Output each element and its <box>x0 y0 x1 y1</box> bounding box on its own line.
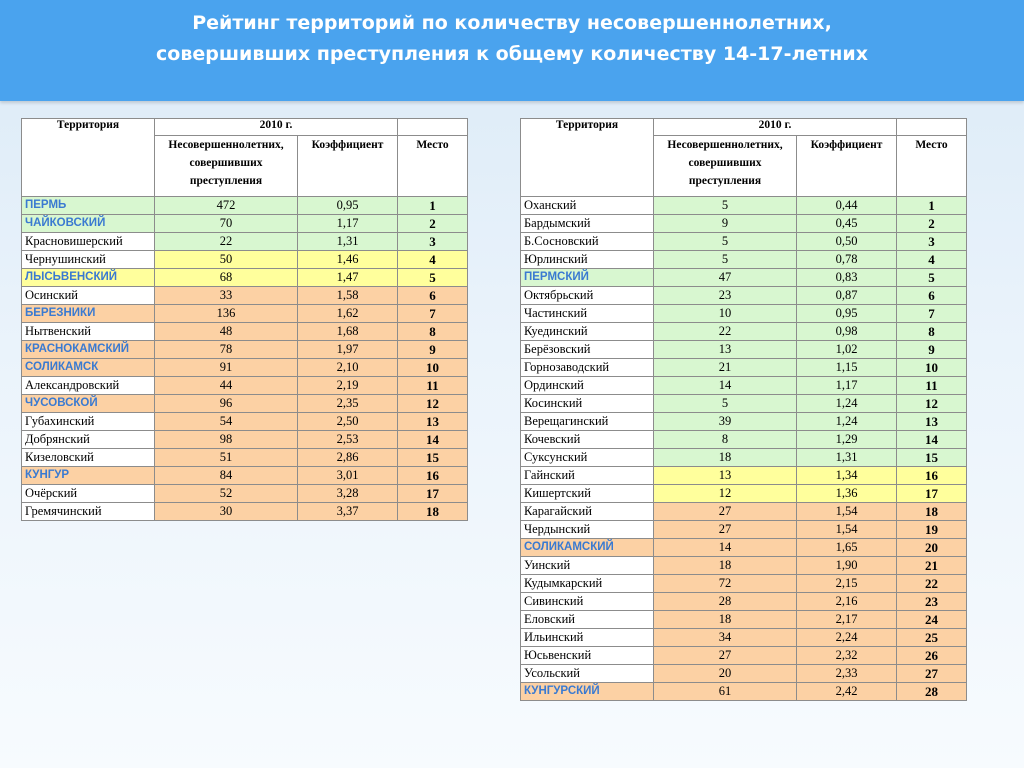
offender-count: 50 <box>155 251 298 269</box>
territory-name: Губахинский <box>22 413 155 431</box>
coefficient: 1,54 <box>797 521 897 539</box>
rank-place: 14 <box>398 431 468 449</box>
table-row <box>22 323 468 341</box>
header-territory: Территория <box>22 119 155 197</box>
offender-count: 84 <box>155 467 298 485</box>
table-row <box>521 431 967 449</box>
coefficient: 1,65 <box>797 539 897 557</box>
offender-count: 12 <box>654 485 797 503</box>
slide-title-line1: Рейтинг территорий по количеству несовершеннолетних, <box>192 12 832 34</box>
rank-place: 23 <box>897 593 967 611</box>
coefficient: 1,02 <box>797 341 897 359</box>
territory-name: ПЕРМЬ <box>22 197 155 215</box>
offender-count: 22 <box>654 323 797 341</box>
territory-name: Верещагинский <box>521 413 654 431</box>
header-count: Несовершеннолетних, совершивших преступления <box>155 136 298 197</box>
table-row <box>521 197 967 215</box>
rank-place: 4 <box>897 251 967 269</box>
coefficient: 1,34 <box>797 467 897 485</box>
rank-place: 16 <box>897 467 967 485</box>
coefficient: 1,24 <box>797 395 897 413</box>
rank-place: 17 <box>398 485 468 503</box>
territory-name: Сивинский <box>521 593 654 611</box>
rank-place: 9 <box>897 341 967 359</box>
territory-name: Александровский <box>22 377 155 395</box>
table-row <box>22 449 468 467</box>
table-row <box>521 251 967 269</box>
header-coef: Коэффициент <box>797 136 897 197</box>
table-row <box>22 485 468 503</box>
coefficient: 3,01 <box>298 467 398 485</box>
rank-place: 8 <box>398 323 468 341</box>
offender-count: 54 <box>155 413 298 431</box>
territory-name: Чердынский <box>521 521 654 539</box>
table-row <box>22 377 468 395</box>
territory-name: Берёзовский <box>521 341 654 359</box>
rank-place: 17 <box>897 485 967 503</box>
rank-place: 5 <box>398 269 468 287</box>
rank-place: 20 <box>897 539 967 557</box>
table-row <box>521 647 967 665</box>
table-row <box>521 215 967 233</box>
territory-name: Косинский <box>521 395 654 413</box>
coefficient: 0,78 <box>797 251 897 269</box>
table-row <box>22 413 468 431</box>
coefficient: 1,17 <box>797 377 897 395</box>
coefficient: 3,37 <box>298 503 398 521</box>
territory-name: Красновишерский <box>22 233 155 251</box>
ranking-table-right-body <box>521 197 967 701</box>
table-row <box>521 629 967 647</box>
territory-name: Суксунский <box>521 449 654 467</box>
coefficient: 2,32 <box>797 647 897 665</box>
table-row <box>22 269 468 287</box>
offender-count: 13 <box>654 341 797 359</box>
rank-place: 7 <box>398 305 468 323</box>
rank-place: 14 <box>897 431 967 449</box>
header-year: 2010 г. <box>155 119 398 136</box>
header-year: 2010 г. <box>654 119 897 136</box>
offender-count: 39 <box>654 413 797 431</box>
coefficient: 2,16 <box>797 593 897 611</box>
coefficient: 2,19 <box>298 377 398 395</box>
offender-count: 48 <box>155 323 298 341</box>
table-row <box>521 395 967 413</box>
territory-name: Кочевский <box>521 431 654 449</box>
territory-name: Усольский <box>521 665 654 683</box>
slide-title-line2: совершивших преступления к общему количеству 14-17-летних <box>156 43 868 65</box>
table-row <box>521 665 967 683</box>
rank-place: 13 <box>897 413 967 431</box>
rank-place: 10 <box>897 359 967 377</box>
rank-place: 16 <box>398 467 468 485</box>
offender-count: 30 <box>155 503 298 521</box>
header-territory: Территория <box>521 119 654 197</box>
offender-count: 47 <box>654 269 797 287</box>
ranking-table-left-body <box>22 197 468 521</box>
territory-name: СОЛИКАМСК <box>22 359 155 377</box>
rank-place: 6 <box>897 287 967 305</box>
coefficient: 1,54 <box>797 503 897 521</box>
table-row <box>22 359 468 377</box>
slide-title <box>0 8 1024 70</box>
territory-name: КУНГУРСКИЙ <box>521 683 654 701</box>
coefficient: 0,83 <box>797 269 897 287</box>
header-place: Место <box>897 136 967 197</box>
rank-place: 6 <box>398 287 468 305</box>
rank-place: 15 <box>897 449 967 467</box>
rank-place: 27 <box>897 665 967 683</box>
territory-name: Еловский <box>521 611 654 629</box>
rank-place: 25 <box>897 629 967 647</box>
table-row <box>521 323 967 341</box>
offender-count: 28 <box>654 593 797 611</box>
table-row <box>521 305 967 323</box>
table-row <box>521 413 967 431</box>
territory-name: Карагайский <box>521 503 654 521</box>
offender-count: 78 <box>155 341 298 359</box>
rank-place: 18 <box>398 503 468 521</box>
table-row <box>22 215 468 233</box>
table-row <box>22 341 468 359</box>
offender-count: 91 <box>155 359 298 377</box>
coefficient: 1,46 <box>298 251 398 269</box>
territory-name: Добрянский <box>22 431 155 449</box>
header-place: Место <box>398 136 468 197</box>
table-row <box>521 611 967 629</box>
table-row <box>521 539 967 557</box>
offender-count: 22 <box>155 233 298 251</box>
table-row <box>22 395 468 413</box>
table-row <box>22 233 468 251</box>
coefficient: 1,31 <box>298 233 398 251</box>
offender-count: 20 <box>654 665 797 683</box>
territory-name: КУНГУР <box>22 467 155 485</box>
table-row <box>521 377 967 395</box>
territory-name: Кизеловский <box>22 449 155 467</box>
coefficient: 2,24 <box>797 629 897 647</box>
territory-name: КРАСНОКАМСКИЙ <box>22 341 155 359</box>
coefficient: 0,45 <box>797 215 897 233</box>
coefficient: 2,86 <box>298 449 398 467</box>
rank-place: 3 <box>897 233 967 251</box>
coefficient: 1,90 <box>797 557 897 575</box>
table-row <box>521 467 967 485</box>
offender-count: 21 <box>654 359 797 377</box>
rank-place: 1 <box>897 197 967 215</box>
coefficient: 0,98 <box>797 323 897 341</box>
territory-name: Куединский <box>521 323 654 341</box>
offender-count: 23 <box>654 287 797 305</box>
coefficient: 1,36 <box>797 485 897 503</box>
territory-name: Нытвенский <box>22 323 155 341</box>
offender-count: 14 <box>654 377 797 395</box>
coefficient: 1,24 <box>797 413 897 431</box>
coefficient: 1,62 <box>298 305 398 323</box>
rank-place: 4 <box>398 251 468 269</box>
territory-name: ЧУСОВСКОЙ <box>22 395 155 413</box>
header-coef: Коэффициент <box>298 136 398 197</box>
offender-count: 5 <box>654 395 797 413</box>
rank-place: 1 <box>398 197 468 215</box>
coefficient: 3,28 <box>298 485 398 503</box>
rank-place: 13 <box>398 413 468 431</box>
ranking-table-right <box>520 118 967 701</box>
rank-place: 8 <box>897 323 967 341</box>
territory-name: ЛЫСЬВЕНСКИЙ <box>22 269 155 287</box>
table-row <box>521 341 967 359</box>
table-row <box>521 449 967 467</box>
rank-place: 26 <box>897 647 967 665</box>
offender-count: 70 <box>155 215 298 233</box>
territory-name: Осинский <box>22 287 155 305</box>
rank-place: 11 <box>398 377 468 395</box>
table-row <box>521 521 967 539</box>
territory-name: Горнозаводский <box>521 359 654 377</box>
rank-place: 18 <box>897 503 967 521</box>
territory-name: ЧАЙКОВСКИЙ <box>22 215 155 233</box>
table-row <box>521 359 967 377</box>
offender-count: 5 <box>654 233 797 251</box>
table-row <box>521 593 967 611</box>
rank-place: 11 <box>897 377 967 395</box>
rank-place: 2 <box>398 215 468 233</box>
table-row <box>521 233 967 251</box>
territory-name: Кишертский <box>521 485 654 503</box>
offender-count: 18 <box>654 611 797 629</box>
territory-name: Б.Сосновский <box>521 233 654 251</box>
table-row <box>521 575 967 593</box>
offender-count: 52 <box>155 485 298 503</box>
rank-place: 19 <box>897 521 967 539</box>
table-row <box>22 431 468 449</box>
territory-name: Ильинский <box>521 629 654 647</box>
offender-count: 96 <box>155 395 298 413</box>
coefficient: 0,95 <box>797 305 897 323</box>
rank-place: 9 <box>398 341 468 359</box>
coefficient: 2,33 <box>797 665 897 683</box>
offender-count: 98 <box>155 431 298 449</box>
coefficient: 0,87 <box>797 287 897 305</box>
territory-name: Кудымкарский <box>521 575 654 593</box>
territory-name: ПЕРМСКИЙ <box>521 269 654 287</box>
coefficient: 1,68 <box>298 323 398 341</box>
header-blank <box>398 119 468 136</box>
rank-place: 28 <box>897 683 967 701</box>
territory-name: Чернушинский <box>22 251 155 269</box>
coefficient: 1,15 <box>797 359 897 377</box>
rank-place: 21 <box>897 557 967 575</box>
offender-count: 472 <box>155 197 298 215</box>
coefficient: 2,42 <box>797 683 897 701</box>
table-row <box>22 503 468 521</box>
offender-count: 27 <box>654 503 797 521</box>
territory-name: Уинский <box>521 557 654 575</box>
offender-count: 5 <box>654 197 797 215</box>
table-row <box>22 197 468 215</box>
territory-name: Бардымский <box>521 215 654 233</box>
table-row <box>22 467 468 485</box>
rank-place: 3 <box>398 233 468 251</box>
header-blank <box>897 119 967 136</box>
rank-place: 24 <box>897 611 967 629</box>
territory-name: Частинский <box>521 305 654 323</box>
table-row <box>521 287 967 305</box>
territory-name: Октябрьский <box>521 287 654 305</box>
offender-count: 8 <box>654 431 797 449</box>
coefficient: 2,35 <box>298 395 398 413</box>
rank-place: 22 <box>897 575 967 593</box>
offender-count: 27 <box>654 647 797 665</box>
territory-name: Юсьвенский <box>521 647 654 665</box>
offender-count: 18 <box>654 449 797 467</box>
coefficient: 1,47 <box>298 269 398 287</box>
coefficient: 2,17 <box>797 611 897 629</box>
offender-count: 13 <box>654 467 797 485</box>
rank-place: 15 <box>398 449 468 467</box>
offender-count: 51 <box>155 449 298 467</box>
territory-name: Оханский <box>521 197 654 215</box>
table-row <box>22 287 468 305</box>
coefficient: 2,10 <box>298 359 398 377</box>
offender-count: 14 <box>654 539 797 557</box>
table-row <box>521 485 967 503</box>
offender-count: 27 <box>654 521 797 539</box>
offender-count: 136 <box>155 305 298 323</box>
coefficient: 2,15 <box>797 575 897 593</box>
offender-count: 44 <box>155 377 298 395</box>
coefficient: 1,29 <box>797 431 897 449</box>
title-banner <box>0 0 1024 101</box>
coefficient: 1,97 <box>298 341 398 359</box>
rank-place: 12 <box>897 395 967 413</box>
territory-name: Гремячинский <box>22 503 155 521</box>
offender-count: 18 <box>654 557 797 575</box>
table-row <box>521 683 967 701</box>
header-count: Несовершеннолетних, совершивших преступления <box>654 136 797 197</box>
offender-count: 61 <box>654 683 797 701</box>
rank-place: 10 <box>398 359 468 377</box>
offender-count: 9 <box>654 215 797 233</box>
offender-count: 33 <box>155 287 298 305</box>
coefficient: 1,31 <box>797 449 897 467</box>
territory-name: Очёрский <box>22 485 155 503</box>
table-row <box>22 305 468 323</box>
ranking-table-left <box>21 118 468 521</box>
rank-place: 7 <box>897 305 967 323</box>
offender-count: 5 <box>654 251 797 269</box>
offender-count: 68 <box>155 269 298 287</box>
coefficient: 0,95 <box>298 197 398 215</box>
offender-count: 34 <box>654 629 797 647</box>
table-row <box>22 251 468 269</box>
rank-place: 2 <box>897 215 967 233</box>
offender-count: 72 <box>654 575 797 593</box>
coefficient: 2,50 <box>298 413 398 431</box>
coefficient: 0,50 <box>797 233 897 251</box>
rank-place: 12 <box>398 395 468 413</box>
coefficient: 2,53 <box>298 431 398 449</box>
territory-name: Юрлинский <box>521 251 654 269</box>
coefficient: 1,17 <box>298 215 398 233</box>
table-row <box>521 269 967 287</box>
territory-name: СОЛИКАМСКИЙ <box>521 539 654 557</box>
table-row <box>521 557 967 575</box>
territory-name: Ординский <box>521 377 654 395</box>
offender-count: 10 <box>654 305 797 323</box>
coefficient: 1,58 <box>298 287 398 305</box>
coefficient: 0,44 <box>797 197 897 215</box>
territory-name: Гайнский <box>521 467 654 485</box>
territory-name: БЕРЕЗНИКИ <box>22 305 155 323</box>
table-row <box>521 503 967 521</box>
rank-place: 5 <box>897 269 967 287</box>
